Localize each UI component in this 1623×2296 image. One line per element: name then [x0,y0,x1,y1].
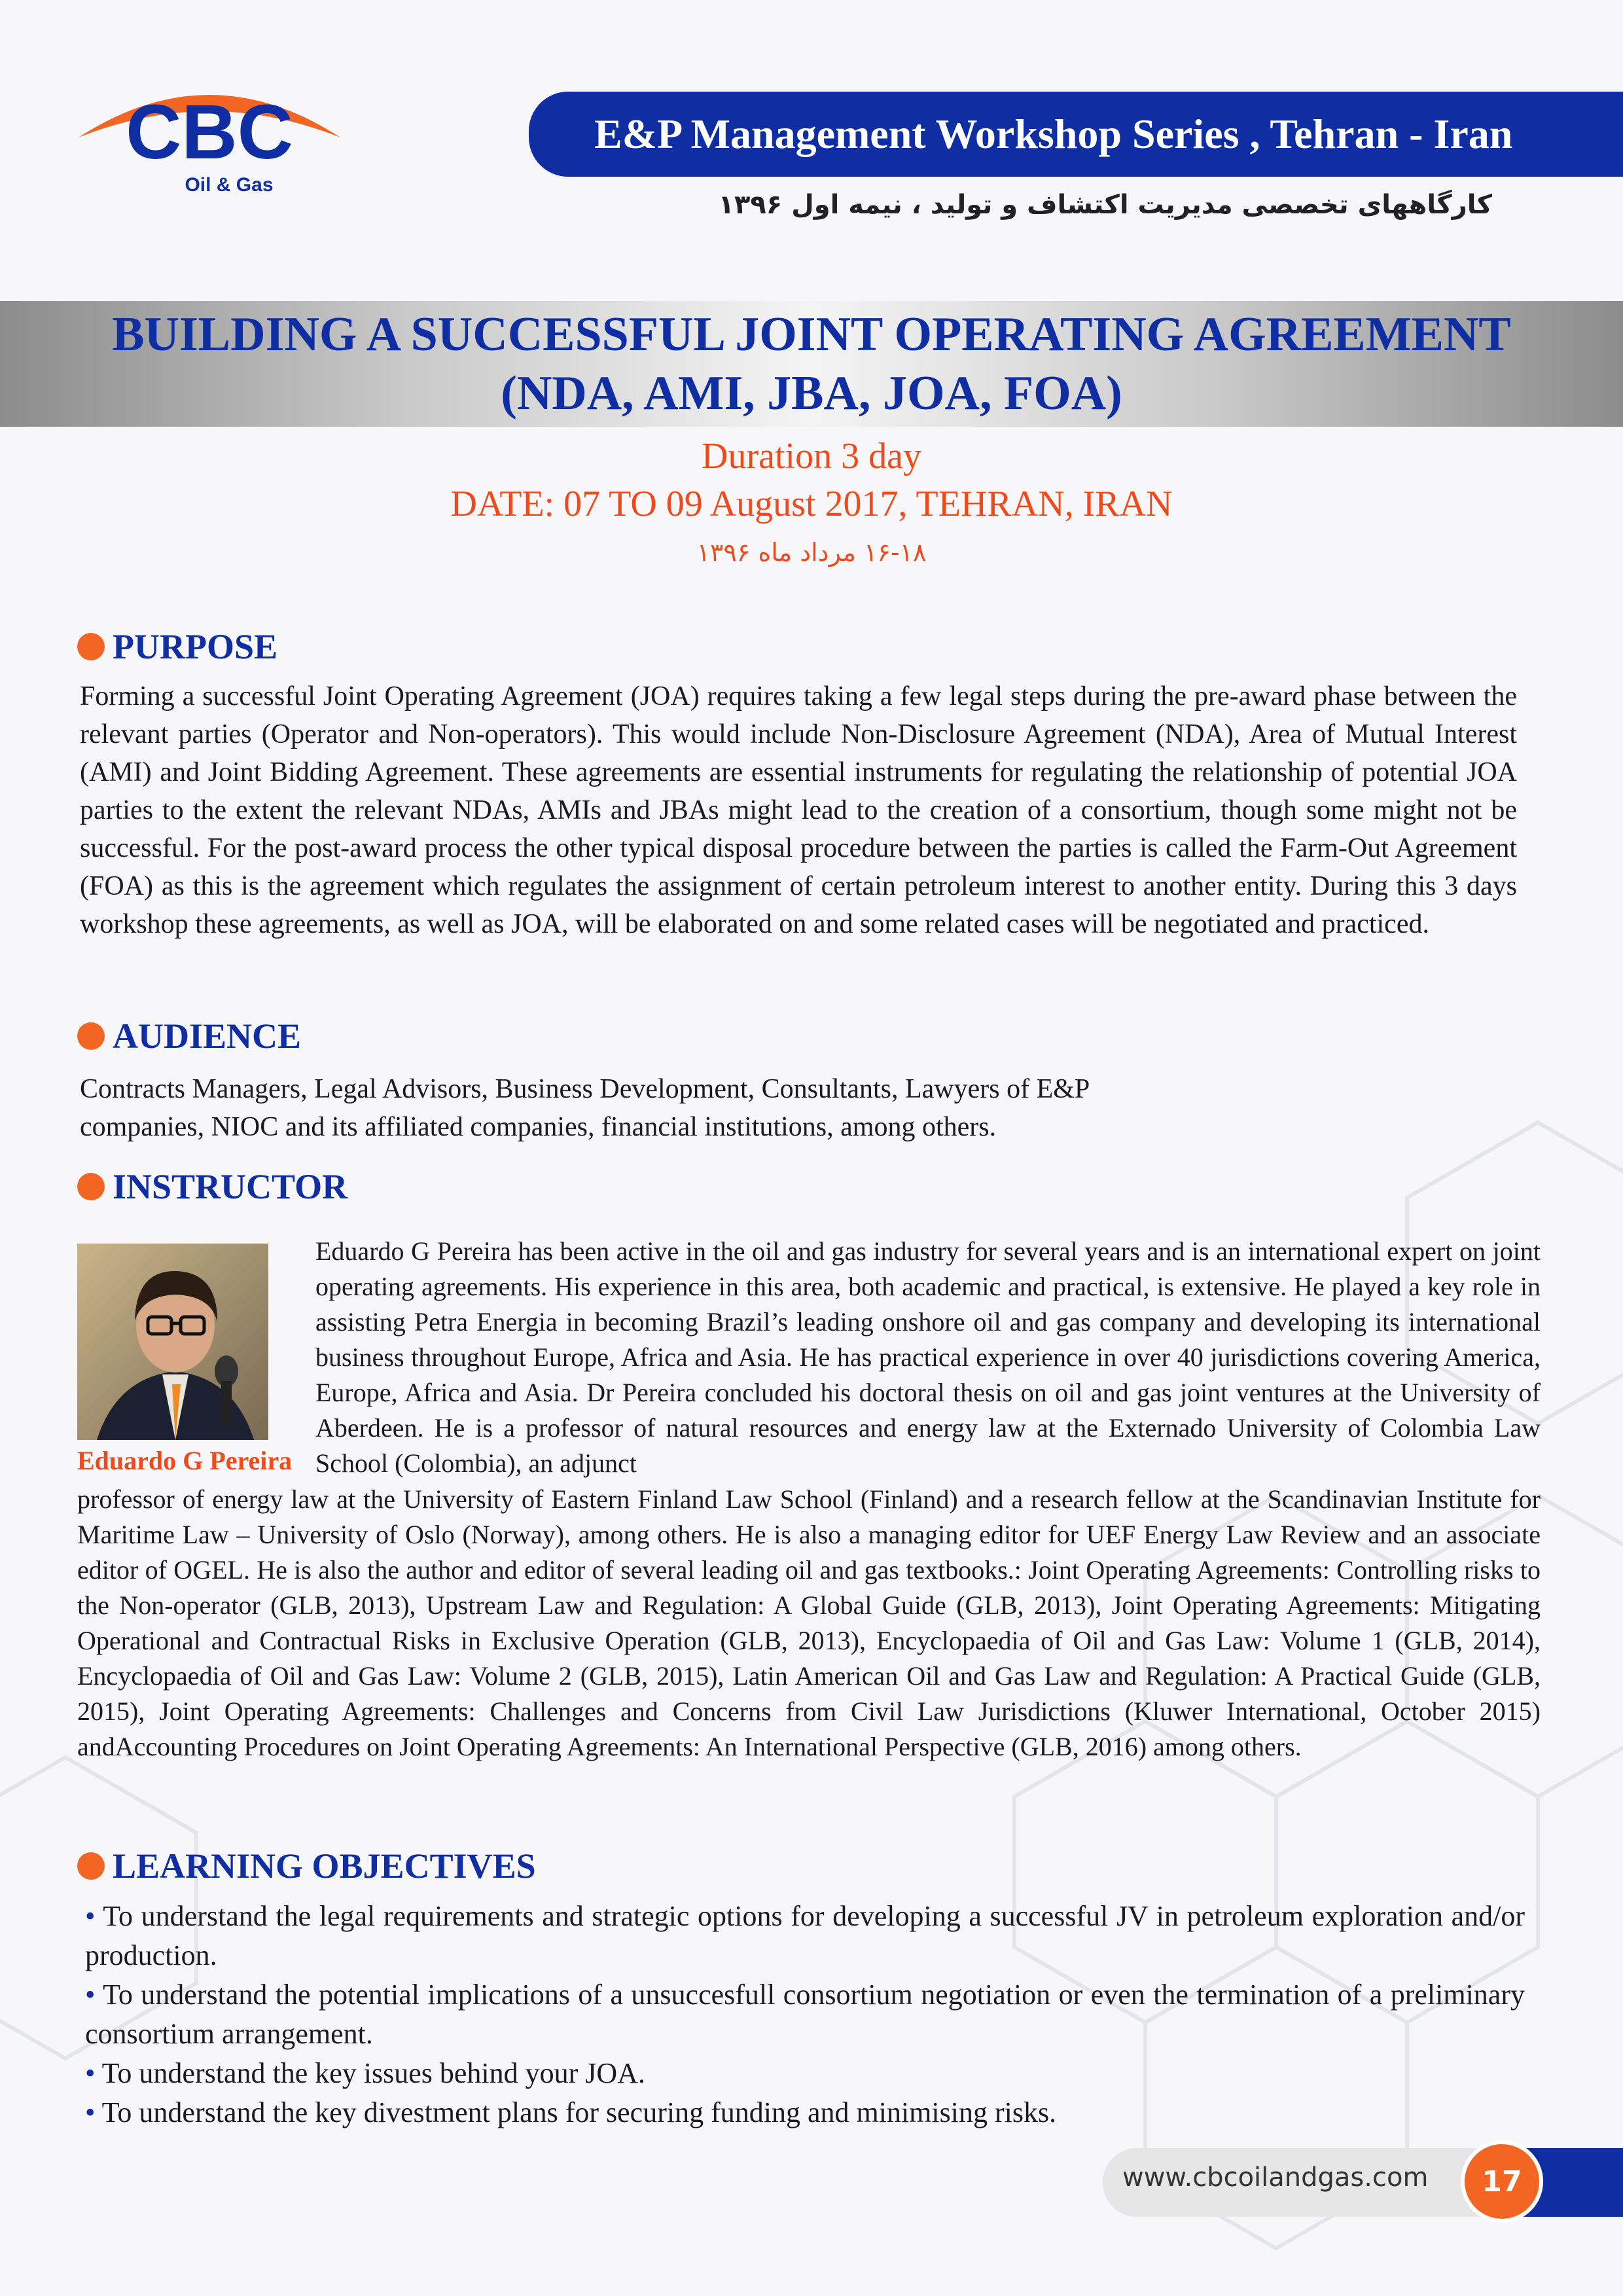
objective-item [85,1975,1525,2054]
objectives-heading [77,1846,536,1886]
purpose-heading [77,626,277,667]
workshop-date: DATE: 07 TO 09 August 2017, TEHRAN, IRAN [450,484,1173,524]
objective-item [85,2093,1525,2132]
bullet-icon: • [85,2096,96,2128]
title-band [0,301,1623,427]
purpose-heading-text: PURPOSE [113,627,278,666]
series-title-persian: کارگاههای تخصصی مدیریت اکتشاف و تولید ، نیمه اول ۱۳۹۶ [718,190,1492,220]
instructor-name: Eduardo G Pereira [77,1446,293,1475]
objective-text: To understand the key divestment plans for securing funding and minimising risks. [101,2096,1057,2128]
bullet-icon: • [85,1979,96,2011]
audience-heading-text: AUDIENCE [113,1016,302,1056]
bullet-icon: • [85,2057,96,2089]
objective-text: To understand the potential implications of a unsuccesfull consortium negotiation or even the termination of a preliminary consortium arrangement. [85,1979,1525,2050]
bullet-dot-icon [77,633,105,660]
objective-text: To understand the key issues behind your JOA. [101,2057,645,2089]
audience-line-1: Contracts Managers, Legal Advisors, Business Development, Consultants, Lawyers of E&P [80,1074,1090,1104]
audience-heading [77,1016,301,1056]
logo-text: CBC [126,89,293,175]
instructor-photo [77,1244,268,1440]
bullet-icon: • [85,1900,96,1932]
purpose-text: Forming a successful Joint Operating Agreement (JOA) requires taking a few legal steps during the pre-award phase between the relevant parties (Operator and Non-operators). This would include Non-Disclosure Agreement (NDA), Area of Mutual Interest (AMI) and Joint Bidding Agreement. These agreements are essential instruments for regulating the relationship of potential JOA parties to the extent the relevant NDAs, AMIs and JBAs might lead to the creation of a consortium, though some might not be successful. For the post-award process the other typical disposal procedure between the parties is called the Farm-Out Agreement (FOA) as this is the agreement which regulates the assignment of certain petroleum interest to another entity. During this 3 days workshop these agreements, as well as JOA, will be elaborated on and some related cases will be negotiated and practiced. [80,681,1517,939]
bullet-dot-icon [77,1022,105,1050]
series-title: E&P Management Workshop Series , Tehran - Iran [594,111,1513,157]
workshop-title-line2: (NDA, AMI, JBA, JOA, FOA) [501,367,1122,420]
instructor-bio-part2: professor of energy law at the University of Eastern Finland Law School (Finland) and a research fellow at the Scandinavian Institute for Maritime Law – University of Oslo (Norway), among others. He is also a managing editor for UEF Energy Law Review and an associate editor of OGEL. He is also the author and editor of several leading oil and gas textbooks.: Joint Operating Agreements: Controlling risks to the Non-operator (GLB, 2013), Upstream Law and Regulation: A Global Guide (GLB, 2013), Joint Operating Agreements: Mitigating Operational and Contractual Risks in Exclusive Operation (GLB, 2013), Encyclopaedia of Oil and Gas Law: Volume 1 (GLB, 2014), Encyclopaedia of Oil and Gas Law: Volume 2 (GLB, 2015), Latin American Oil and Gas Law and Regulation: A Practical Guide (GLB, 2015), Joint Operating Agreements: Challenges and Concerns from Civil Law Jurisdictions (Kluwer International, October 2015) andAccounting Procedures on Joint Operating Agreements: An International Perspective (GLB, 2016) among others. [77,1484,1541,1761]
instructor-heading [77,1166,348,1207]
workshop-date-persian: ۱۶-۱۸ مرداد ماه ۱۳۹۶ [696,538,927,567]
instructor-bio-part1: Eduardo G Pereira has been active in the oil and gas industry for several years and is an international expert on joint operating agreements. His experience in this area, both academic and practical, is extensive. He played a key role in assisting Petra Energia in becoming Brazil’s leading onshore oil and gas company and developing its international business throughout Europe, Africa and Asia. He has practical experience in over 40 jurisdictions covering America, Europe, Africa and Asia. Dr Pereira concluded his doctoral thesis on oil and gas joint ventures at the University of Aberdeen. He is a professor of natural resources and energy law at the Externado University of Colombia Law School (Colombia), an adjunct [315,1236,1541,1478]
objectives-heading-text: LEARNING OBJECTIVES [113,1846,536,1886]
page-number: 17 [1461,2140,1543,2223]
workshop-title-line1: BUILDING A SUCCESSFUL JOINT OPERATING AGREEMENT [112,308,1511,361]
objective-item [85,1897,1525,1975]
bullet-dot-icon [77,1173,105,1200]
series-banner [529,92,1623,177]
objective-text: To understand the legal requirements and strategic options for developing a successful JV in petroleum exploration and/or production. [85,1900,1525,1971]
audience-line-2: companies, NIOC and its affiliated companies, financial institutions, among others. [80,1112,997,1142]
website-link[interactable]: www.cbcoilandgas.com [1122,2162,1429,2193]
logo-subtext: Oil & Gas [185,174,274,196]
duration: Duration 3 day [702,436,921,476]
bullet-dot-icon [77,1852,105,1880]
cbc-logo [72,72,347,203]
instructor-heading-text: INSTRUCTOR [113,1167,348,1206]
objective-item [85,2054,1525,2093]
